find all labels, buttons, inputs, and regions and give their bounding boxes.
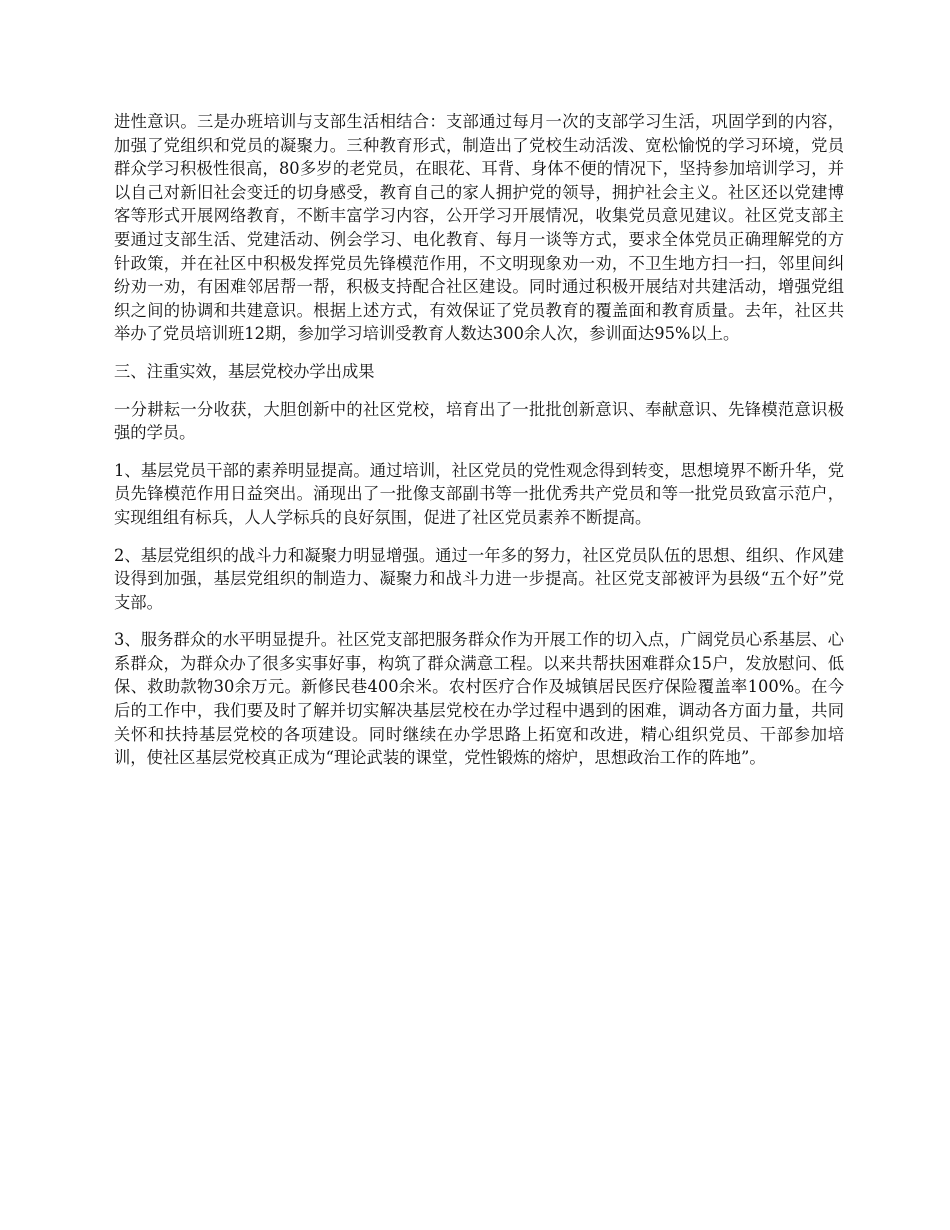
paragraph-education-methods: 进性意识。三是办班培训与支部生活相结合：支部通过每月一次的支部学习生活，巩固学到的内容，加强了党组织和党员的凝聚力。三种教育形式，制造出了党校生动活泼、宽松愉悦的学习环境，党员群众学习积极性很高，80多岁的老党员，在眼花、耳背、身体不便的情况下，坚持参加培训学习，并以自己对新旧社会变迁的切身感受，教育自己的家人拥护党的领导，拥护社会主义。社区还以党建博客等形式开展网络教育，不断丰富学习内容，公开学习开展情况，收集党员意见建议。社区党支部主要通过支部生活、党建活动、例会学习、电化教育、每月一谈等方式，要求全体党员正确理解党的方针政策，并在社区中积极发挥党员先锋模范作用，不文明现象劝一劝，不卫生地方扫一扫，邻里间纠纷劝一劝，有困难邻居帮一帮，积极支持配合社区建设。同时通过积极开展结对共建活动，增强党组织之间的协调和共建意识。根据上述方式，有效保证了党员教育的覆盖面和教育质量。去年，社区共举办了党员培训班12期，参加学习培训受教育人数达300余人次，参训面达95%以上。 (114, 112, 844, 344)
paragraph-achievement-1: 1、基层党员干部的素养明显提高。通过培训，社区党员的党性观念得到转变，思想境界不断升华，党员先锋模范作用日益突出。涌现出了一批像支部副书等一批优秀共产党员和等一批党员致富示范户，实现组组有标兵，人人学标兵的良好氛围，促进了社区党员素养不断提高。 (114, 460, 844, 527)
paragraph-achievement-3: 3、服务群众的水平明显提升。社区党支部把服务群众作为开展工作的切入点，广阔党员心系基层、心系群众，为群众办了很多实事好事，构筑了群众满意工程。以来共帮扶困难群众15户，发放慰问、低保、救助款物30余万元。新修民巷400余米。农村医疗合作及城镇居民医疗保险覆盖率100%。在今后的工作中，我们要及时了解并切实解决基层党校在办学过程中遇到的困难，调动各方面力量，共同关怀和扶持基层党校的各项建设。同时继续在办学思路上拓宽和改进，精心组织党员、干部参加培训，使社区基层党校真正成为“理论武装的课堂，党性锻炼的熔炉，思想政治工作的阵地”。 (114, 630, 844, 768)
paragraph-harvest: 一分耕耘一分收获，大胆创新中的社区党校，培育出了一批批创新意识、奉献意识、先锋模范意识极强的学员。 (114, 399, 844, 443)
section-heading: 三、注重实效，基层党校办学出成果 (114, 361, 375, 381)
document-body (114, 110, 844, 784)
paragraph-achievement-2: 2、基层党组织的战斗力和凝聚力明显增强。通过一年多的努力，社区党员队伍的思想、组织、作风建设得到加强，基层党组织的制造力、凝聚力和战斗力进一步提高。社区党支部被评为县级“五个好”党支部。 (114, 545, 844, 612)
